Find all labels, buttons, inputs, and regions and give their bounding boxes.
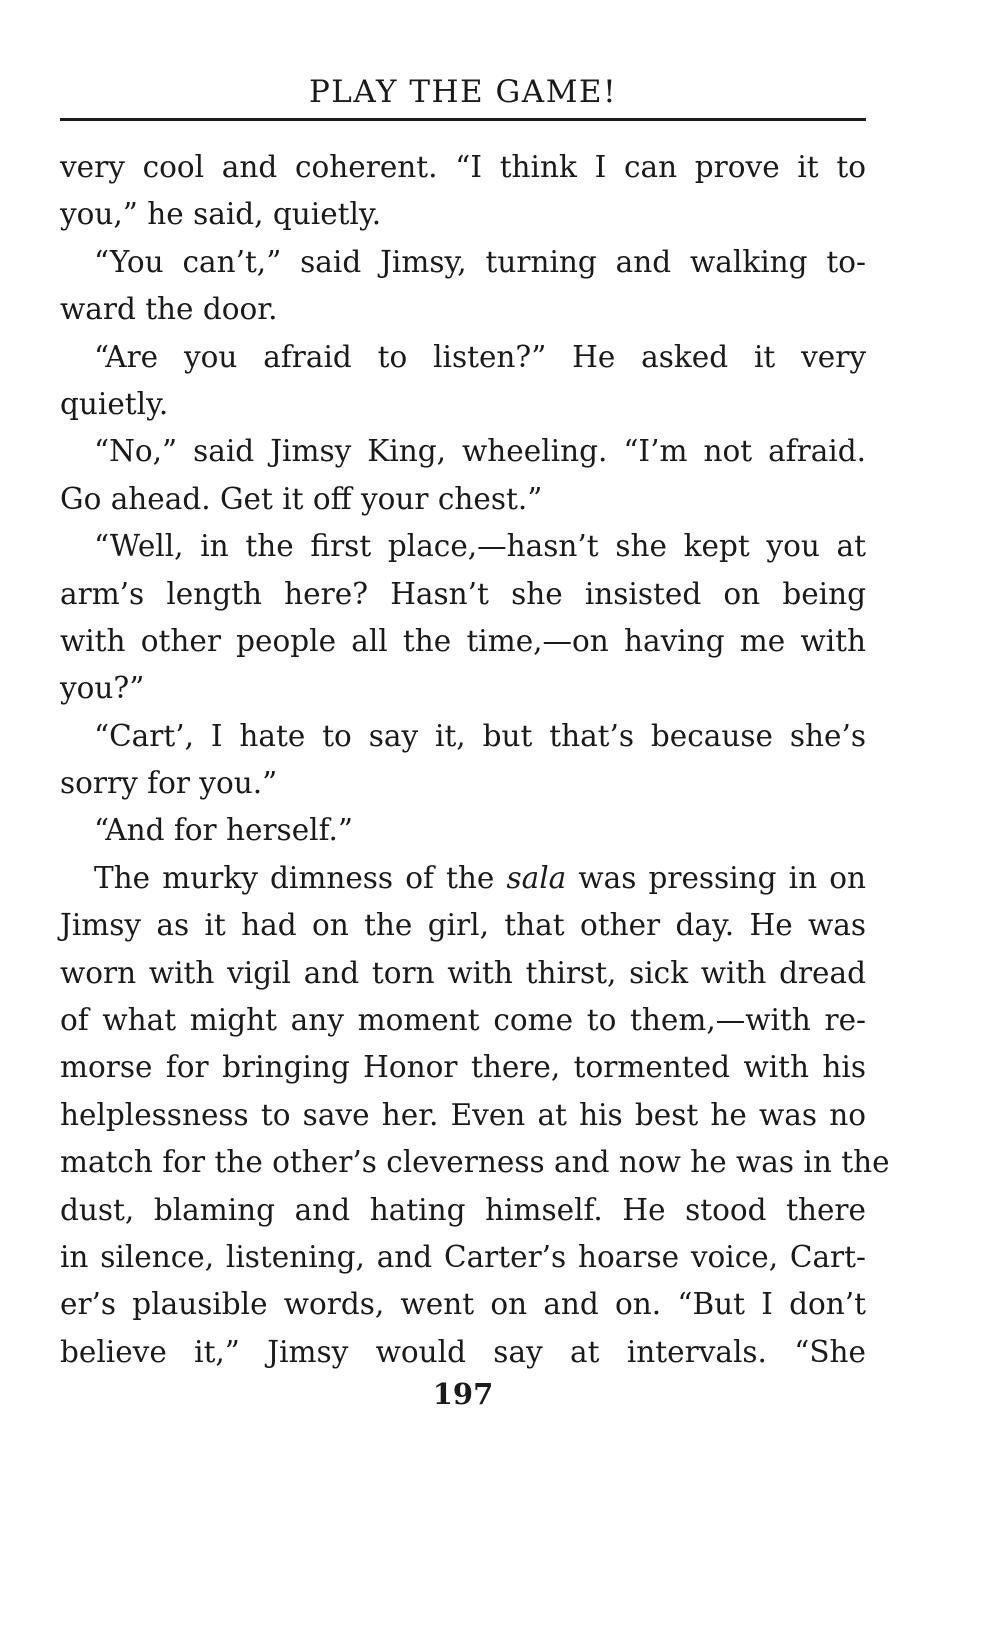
text-line: you?” bbox=[60, 671, 145, 706]
text-line: worn with vigil and torn with thirst, sick with dread bbox=[60, 955, 866, 990]
text-line: dust, blaming and hating himself. He stood there bbox=[60, 1192, 866, 1227]
text-line: “And for herself.” bbox=[94, 813, 353, 848]
text-line: morse for bringing Honor there, tormented with his bbox=[60, 1050, 866, 1085]
text-line: sorry for you.” bbox=[60, 766, 278, 801]
body-text bbox=[60, 144, 890, 1376]
text-line: “You can’t,” said Jimsy, turning and walking to- bbox=[94, 244, 866, 279]
header-rule bbox=[60, 118, 866, 121]
text-line: in silence, listening, and Carter’s hoarse voice, Cart- bbox=[60, 1239, 866, 1274]
text-line bbox=[60, 855, 866, 902]
running-head: PLAY THE GAME! bbox=[308, 74, 618, 110]
text-line: quietly. bbox=[60, 386, 169, 421]
text-line: Go ahead. Get it off your chest.” bbox=[60, 481, 543, 516]
text-line: with other people all the time,—on having me with bbox=[60, 623, 866, 658]
text-line: helplessness to save her. Even at his best he was no bbox=[60, 1097, 866, 1132]
text-line: “Are you afraid to listen?” He asked it very bbox=[94, 339, 866, 374]
page-number: 197 bbox=[432, 1377, 494, 1411]
text-line: arm’s length here? Hasn’t she insisted on being bbox=[60, 576, 866, 611]
text-line: “Cart’, I hate to say it, but that’s because she’s bbox=[94, 718, 866, 753]
text-line: you,” he said, quietly. bbox=[60, 197, 382, 232]
text-line: very cool and coherent. “I think I can prove it to bbox=[60, 150, 866, 184]
text-line: believe it,” Jimsy would say at intervals. “She bbox=[60, 1334, 866, 1369]
text-line: ward the door. bbox=[60, 292, 278, 327]
italic-word: sala bbox=[506, 860, 567, 895]
text-line: er’s plausible words, went on and on. “But I don’t bbox=[60, 1287, 866, 1322]
text-line: Jimsy as it had on the girl, that other day. He was bbox=[60, 908, 866, 943]
text-line: “Well, in the first place,—hasn’t she kept you at bbox=[94, 529, 866, 564]
text-line: “No,” said Jimsy King, wheeling. “I’m not afraid. bbox=[94, 434, 866, 469]
text-run: The murky dimness of the bbox=[94, 860, 507, 895]
text-line: match for the other’s cleverness and now he was in the bbox=[60, 1145, 890, 1180]
text-run: was pressing in on bbox=[566, 860, 866, 895]
text-line: of what might any moment come to them,—with re- bbox=[60, 1003, 866, 1038]
